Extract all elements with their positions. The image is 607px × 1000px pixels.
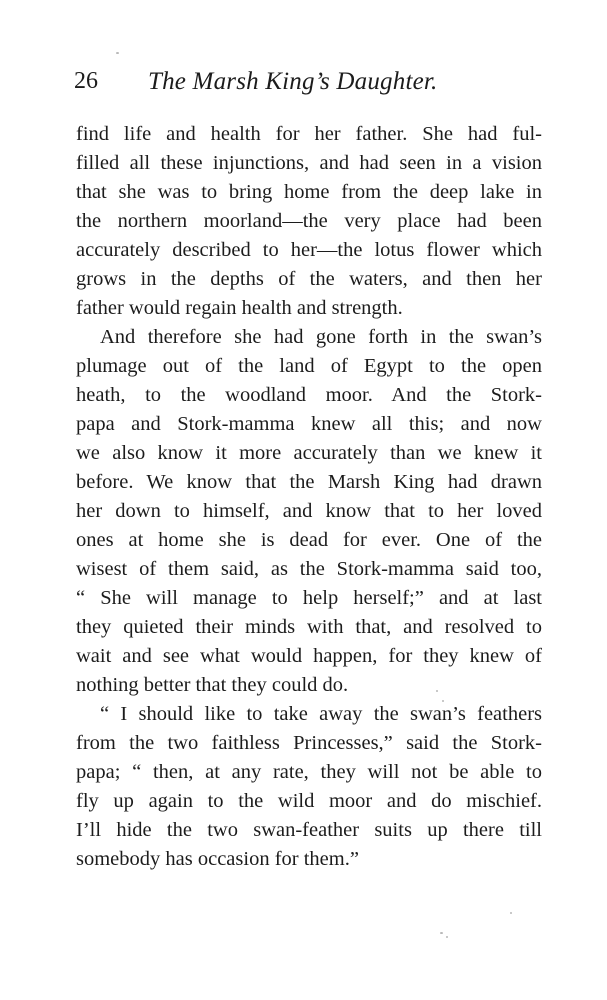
text-line: papa and Stork-mamma knew all this; and now	[76, 413, 542, 435]
page-header	[74, 68, 544, 108]
paragraph	[76, 323, 542, 700]
text-line: from the two faithless Princesses,” said the Stork-	[76, 732, 542, 754]
text-line: heath, to the woodland moor. And the Stork-	[76, 384, 542, 406]
text-line: they quieted their minds with that, and resolved to	[76, 616, 542, 638]
text-line: “ She will manage to help herself;” and at last	[76, 587, 542, 609]
text-line: nothing better that they could do.	[76, 674, 349, 696]
text-line: the northern moorland—the very place had been	[76, 210, 542, 232]
text-line: wait and see what would happen, for they knew of	[76, 645, 542, 667]
paper-speck	[510, 912, 512, 914]
paper-speck	[436, 690, 438, 692]
text-line: fly up again to the wild moor and do mischief.	[76, 790, 542, 812]
text-line: I’ll hide the two swan-feather suits up there till	[76, 819, 542, 841]
body-text	[76, 120, 542, 874]
text-line: plumage out of the land of Egypt to the open	[76, 355, 542, 377]
text-line: grows in the depths of the waters, and then her	[76, 268, 542, 290]
text-line: father would regain health and strength.	[76, 297, 403, 319]
text-line: her down to himself, and know that to her loved	[76, 500, 542, 522]
text-line: that she was to bring home from the deep lake in	[76, 181, 542, 203]
page-number: 26	[74, 68, 98, 94]
text-line: And therefore she had gone forth in the swan’s	[100, 326, 542, 348]
text-line: find life and health for her father. She had ful-	[76, 123, 542, 145]
paragraph	[76, 120, 542, 323]
text-line: ones at home she is dead for ever. One of the	[76, 529, 542, 551]
text-line: somebody has occasion for them.”	[76, 848, 359, 870]
text-line: filled all these injunctions, and had seen in a vision	[76, 152, 542, 174]
paper-speck	[442, 700, 444, 702]
text-line: before. We know that the Marsh King had drawn	[76, 471, 542, 493]
text-line: we also know it more accurately than we knew it	[76, 442, 542, 464]
text-line: accurately described to her—the lotus flower which	[76, 239, 542, 261]
paper-speck	[446, 936, 448, 938]
text-line: wisest of them said, as the Stork-mamma said too,	[76, 558, 542, 580]
text-line: papa; “ then, at any rate, they will not be able to	[76, 761, 542, 783]
paragraph	[76, 700, 542, 874]
text-line: “ I should like to take away the swan’s feathers	[100, 703, 542, 725]
paper-speck	[440, 932, 443, 934]
running-title: The Marsh King’s Daughter.	[148, 68, 438, 95]
paper-speck	[116, 52, 119, 54]
